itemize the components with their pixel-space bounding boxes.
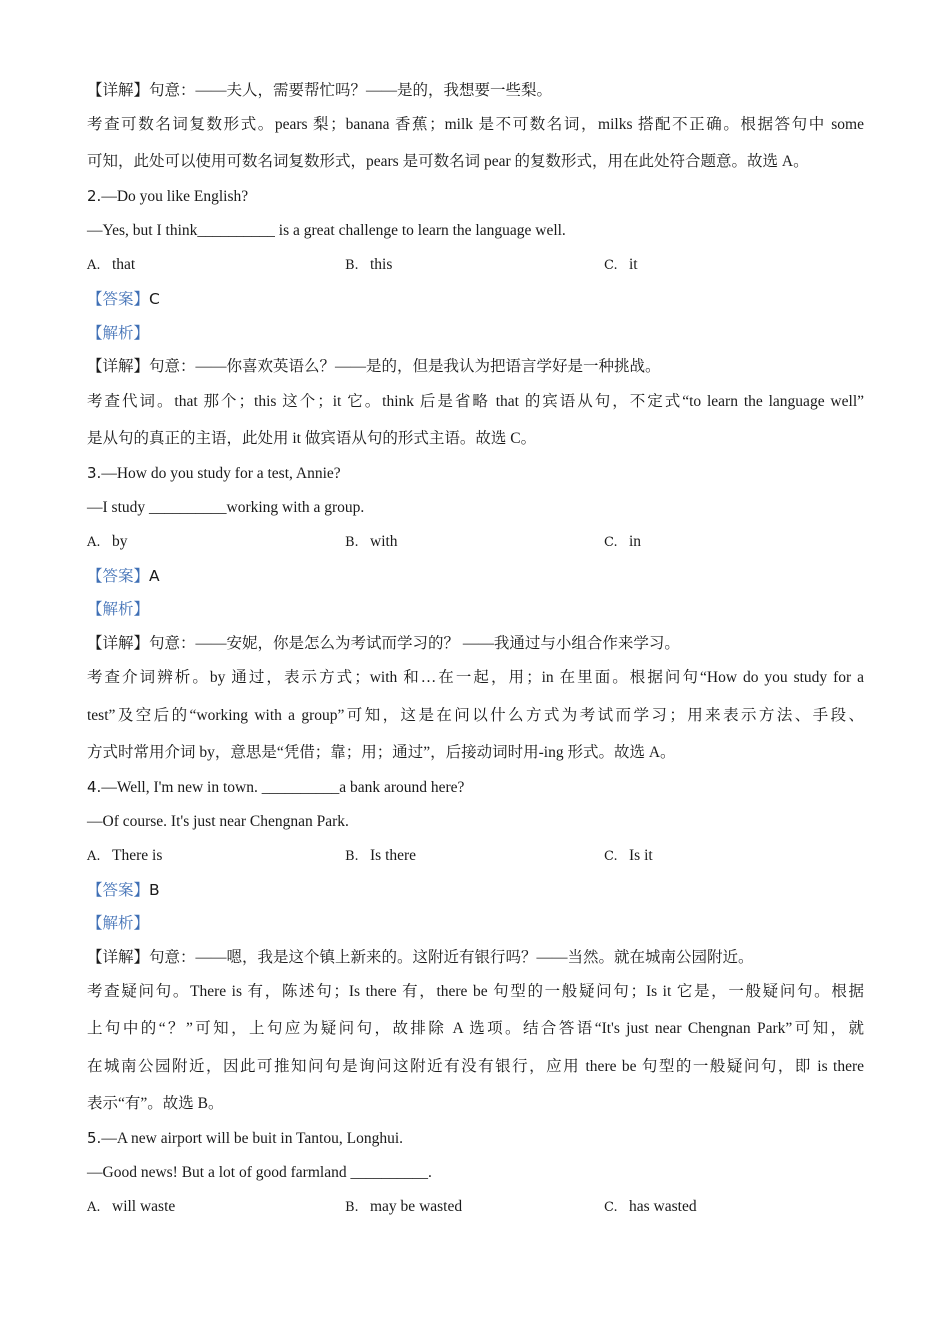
q2-option-b[interactable]: [345, 255, 392, 276]
option-text: There is: [112, 847, 163, 864]
option-letter: B.: [345, 258, 359, 273]
q4-jiexi-label: 【解析】: [87, 915, 150, 932]
q2-option-a[interactable]: [87, 255, 135, 276]
q3-option-a[interactable]: [87, 532, 128, 553]
q4-option-a[interactable]: [87, 846, 162, 867]
q5-option-b[interactable]: [345, 1197, 462, 1218]
option-letter: C.: [604, 535, 618, 550]
option-text: has wasted: [629, 1198, 697, 1215]
q2-number: 2.: [87, 187, 102, 205]
q3-analysis-line-3: 方式时常用介词 by，意思是“凭借；靠；用；通过”，后接动词时用-ing 形式。故选 A。: [87, 744, 676, 761]
q2-option-c[interactable]: [604, 255, 638, 276]
q2-answer-line: —Yes, but I think__________ is a great challenge to learn the language well.: [87, 222, 566, 239]
q2-analysis-line-1: 考查代词。that 那个；this 这个；it 它。think 后是省略 that 的宾语从句，不定式“to learn the language well”: [87, 393, 864, 410]
q4-question-text: —Well, I'm new in town. __________a bank around here?: [101, 779, 465, 796]
q2-question-text: —Do you like English?: [101, 188, 249, 205]
option-letter: A.: [87, 1200, 101, 1215]
answer-value: C: [149, 290, 160, 308]
q1-detail: 【详解】句意：——夫人，需要帮忙吗？——是的，我想要一些梨。: [87, 82, 553, 99]
option-text: Is there: [370, 847, 417, 864]
q4-detail: 【详解】句意：——嗯，我是这个镇上新来的。这附近有银行吗？——当然。就在城南公园附近。: [87, 949, 754, 966]
option-letter: B.: [345, 535, 359, 550]
q3-detail: 【详解】句意：——安妮，你是怎么为考试而学习的？ ——我通过与小组合作来学习。: [87, 635, 680, 652]
option-letter: C.: [604, 849, 618, 864]
answer-value: B: [149, 881, 160, 899]
option-text: may be wasted: [370, 1198, 463, 1215]
q2-answer: [87, 289, 864, 310]
q1-analysis-line-2: 可知，此处可以使用可数名词复数形式，pears 是可数名词 pear 的复数形式，用在此处符合题意。故选 A。: [87, 153, 809, 170]
q4-number: 4.: [87, 778, 102, 796]
option-text: by: [112, 533, 128, 550]
option-text: in: [629, 533, 642, 550]
q2-question: [87, 186, 864, 207]
q3-option-c[interactable]: [604, 532, 641, 553]
option-text: Is it: [629, 847, 653, 864]
option-letter: C.: [604, 258, 618, 273]
q4-option-c[interactable]: [604, 846, 653, 867]
q3-analysis-line-1: 考查介词辨析。by 通过，表示方式；with 和…在一起，用；in 在里面。根据问句“How do you study for a: [87, 669, 864, 686]
q3-option-b[interactable]: [345, 532, 398, 553]
q3-jiexi-label: 【解析】: [87, 601, 150, 618]
q4-option-b[interactable]: [345, 846, 416, 867]
option-letter: B.: [345, 1200, 359, 1215]
q4-question: [87, 777, 864, 798]
q3-answer-line: —I study __________working with a group.: [87, 499, 365, 516]
q2-analysis-line-2: 是从句的真正的主语，此处用 it 做宾语从句的形式主语。故选 C。: [87, 430, 537, 447]
answer-label: 【答案】: [87, 291, 150, 308]
q3-analysis-line-2: test”及空后的“working with a group”可知，这是在问以什么方式为考试而学习；用来表示方法、手段、: [87, 707, 864, 724]
answer-value: A: [149, 567, 160, 585]
option-letter: A.: [87, 535, 101, 550]
option-text: with: [370, 533, 398, 550]
q4-analysis-line-2: 上句中的“？”可知，上句应为疑问句，故排除 A 选项。结合答语“It's just near Chengnan Park”可知，就: [87, 1020, 864, 1037]
option-letter: C.: [604, 1200, 618, 1215]
q5-option-c[interactable]: [604, 1197, 697, 1218]
option-letter: A.: [87, 849, 101, 864]
q4-analysis-line-4: 表示“有”。故选 B。: [87, 1095, 224, 1112]
option-text: this: [370, 256, 393, 273]
option-text: will waste: [112, 1198, 176, 1215]
q5-option-a[interactable]: [87, 1197, 175, 1218]
q4-answer: [87, 880, 864, 901]
option-text: that: [112, 256, 136, 273]
q4-analysis-line-1: 考查疑问句。There is 有，陈述句；Is there 有，there be 句型的一般疑问句；Is it 它是，一般疑问句。根据: [87, 983, 864, 1000]
answer-label: 【答案】: [87, 568, 150, 585]
q2-jiexi-label: 【解析】: [87, 325, 150, 342]
q1-analysis-line-1: 考查可数名词复数形式。pears 梨；banana 香蕉；milk 是不可数名词，milks 搭配不正确。根据答句中 some: [87, 116, 864, 133]
option-text: it: [629, 256, 638, 273]
option-letter: B.: [345, 849, 359, 864]
q5-question: [87, 1128, 864, 1149]
q3-question-text: —How do you study for a test, Annie?: [101, 465, 341, 482]
answer-label: 【答案】: [87, 882, 150, 899]
q3-answer: [87, 566, 864, 587]
q3-number: 3.: [87, 464, 102, 482]
q5-answer-line: —Good news! But a lot of good farmland __________.: [87, 1164, 432, 1181]
q4-analysis-line-3: 在城南公园附近，因此可推知问句是询问这附近有没有银行，应用 there be 句型的一般疑问句，即 is there: [87, 1058, 864, 1075]
q2-detail: 【详解】句意：——你喜欢英语么？——是的，但是我认为把语言学好是一种挑战。: [87, 358, 661, 375]
q5-number: 5.: [87, 1129, 102, 1147]
option-letter: A.: [87, 258, 101, 273]
q4-answer-line: —Of course. It's just near Chengnan Park.: [87, 813, 349, 830]
q5-question-text: —A new airport will be buit in Tantou, Longhui.: [101, 1130, 404, 1147]
q3-question: [87, 463, 864, 484]
